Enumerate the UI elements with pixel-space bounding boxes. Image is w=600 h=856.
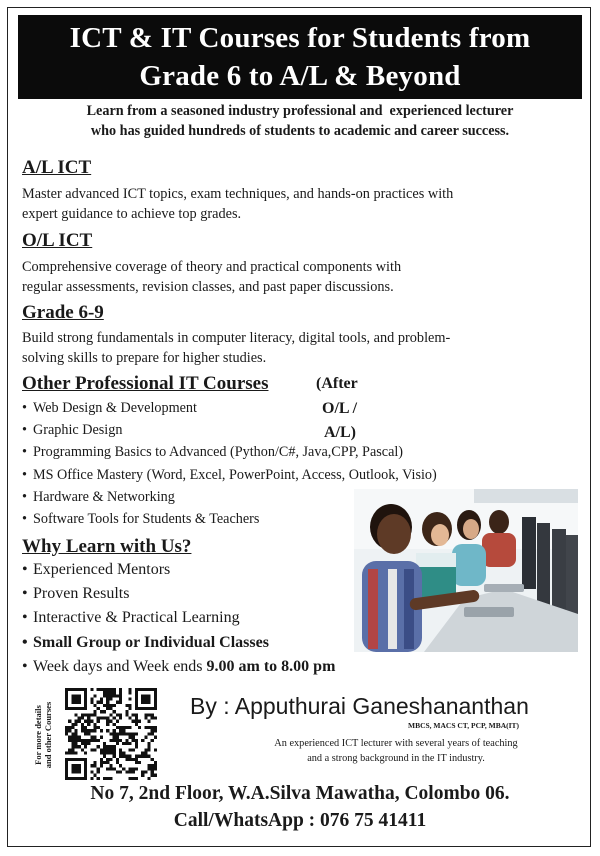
instructor-description: [200, 736, 592, 766]
students-computer-lab-photo: [354, 489, 578, 652]
grade-description: [22, 328, 584, 368]
title-line-2: Grade 6 to A/L & Beyond: [139, 60, 461, 92]
instructor-name: By : Apputhurai Ganeshananthan: [190, 693, 529, 719]
other-courses-heading: Other Professional IT Courses: [22, 373, 269, 394]
title-line-1: ICT & IT Courses for Students from: [69, 22, 531, 54]
phone-number[interactable]: Call/WhatsApp : 076 75 41411: [173, 810, 427, 831]
list-item: [22, 419, 437, 441]
list-item: [22, 582, 335, 606]
qr-caption: [28, 692, 58, 778]
instructor-description-line-2: and a strong background in the IT industry.: [307, 753, 485, 764]
qr-caption-line-1: For more details: [33, 705, 43, 765]
list-item: [22, 558, 335, 582]
bullet-dot: •: [22, 488, 27, 505]
qr-caption-text: [33, 702, 53, 768]
al-ict-line-2: expert guidance to achieve top grades.: [22, 206, 242, 222]
list-item: [22, 397, 437, 419]
list-item: [22, 606, 335, 630]
address: No 7, 2nd Floor, W.A.Silva Mawatha, Colombo 06.: [90, 783, 510, 804]
course-graphic-design: Graphic Design: [33, 422, 123, 439]
why-heading: Why Learn with Us?: [22, 536, 192, 557]
students-illustration: [354, 489, 578, 652]
list-item: [22, 631, 335, 655]
grade-heading: Grade 6-9: [22, 302, 104, 323]
qr-caption-line-2: and other Courses: [43, 701, 53, 769]
course-programming: Programming Basics to Advanced (Python/C#, Java,CPP, Pascal): [33, 444, 404, 461]
bullet-dot: •: [22, 422, 27, 439]
after-note-line-3: A/L): [324, 424, 356, 441]
bullet-dot: •: [22, 633, 28, 651]
qr-code-graphic: [65, 688, 157, 780]
course-hardware: Hardware & Networking: [33, 488, 175, 505]
ol-ict-description: [22, 257, 584, 297]
grade-line-1: Build strong fundamentals in computer literacy, digital tools, and problem-: [22, 330, 451, 346]
qr-code[interactable]: [65, 688, 157, 780]
al-ict-description: [22, 184, 584, 224]
ol-ict-line-1: Comprehensive coverage of theory and practical components with: [22, 259, 402, 275]
reason-small-groups: Small Group or Individual Classes: [33, 633, 269, 651]
schedule-time: 9.00 am to 8.00 pm: [206, 657, 336, 675]
course-software-tools: Software Tools for Students & Teachers: [33, 510, 260, 527]
list-item: [22, 441, 437, 463]
reason-results: Proven Results: [33, 585, 130, 603]
list-item: [22, 655, 335, 679]
ol-ict-heading: O/L ICT: [22, 230, 93, 251]
bullet-dot: •: [22, 585, 28, 603]
course-ms-office: MS Office Mastery (Word, Excel, PowerPoint, Access, Outlook, Visio): [33, 466, 437, 483]
reason-interactive: Interactive & Practical Learning: [33, 609, 240, 627]
al-ict-heading: A/L ICT: [22, 157, 92, 178]
bullet-dot: •: [22, 466, 27, 483]
bullet-dot: •: [22, 609, 28, 627]
ol-ict-line-2: regular assessments, revision classes, and past paper discussions.: [22, 279, 394, 295]
schedule-label: Week days and Week ends: [33, 657, 207, 675]
bullet-dot: •: [22, 561, 28, 578]
title-banner: [18, 15, 582, 99]
course-web-design: Web Design & Development: [33, 400, 197, 416]
intro-line-1: Learn from a seasoned industry professional and experienced lecturer: [86, 103, 514, 119]
bullet-dot: •: [22, 510, 27, 527]
instructor-qualifications: MBCS, MACS CT, PCP, MBA(IT): [408, 721, 520, 730]
al-ict-line-1: Master advanced ICT topics, exam techniques, and hands-on practices with: [22, 186, 454, 202]
intro-text: [10, 101, 590, 141]
instructor-description-line-1: An experienced ICT lecturer with several years of teaching: [274, 738, 518, 749]
bullet-dot: •: [22, 444, 27, 461]
grade-line-2: solving skills to prepare for higher studies.: [22, 350, 267, 366]
list-item: [22, 464, 437, 486]
after-note-line-2: O/L /: [322, 400, 358, 417]
after-note-line-1: (After: [316, 375, 358, 392]
bullet-dot: •: [22, 400, 27, 416]
why-list: [22, 558, 335, 679]
reason-mentors: Experienced Mentors: [33, 561, 171, 578]
bullet-dot: •: [22, 657, 28, 675]
intro-line-2: who has guided hundreds of students to academic and career success.: [90, 123, 510, 139]
